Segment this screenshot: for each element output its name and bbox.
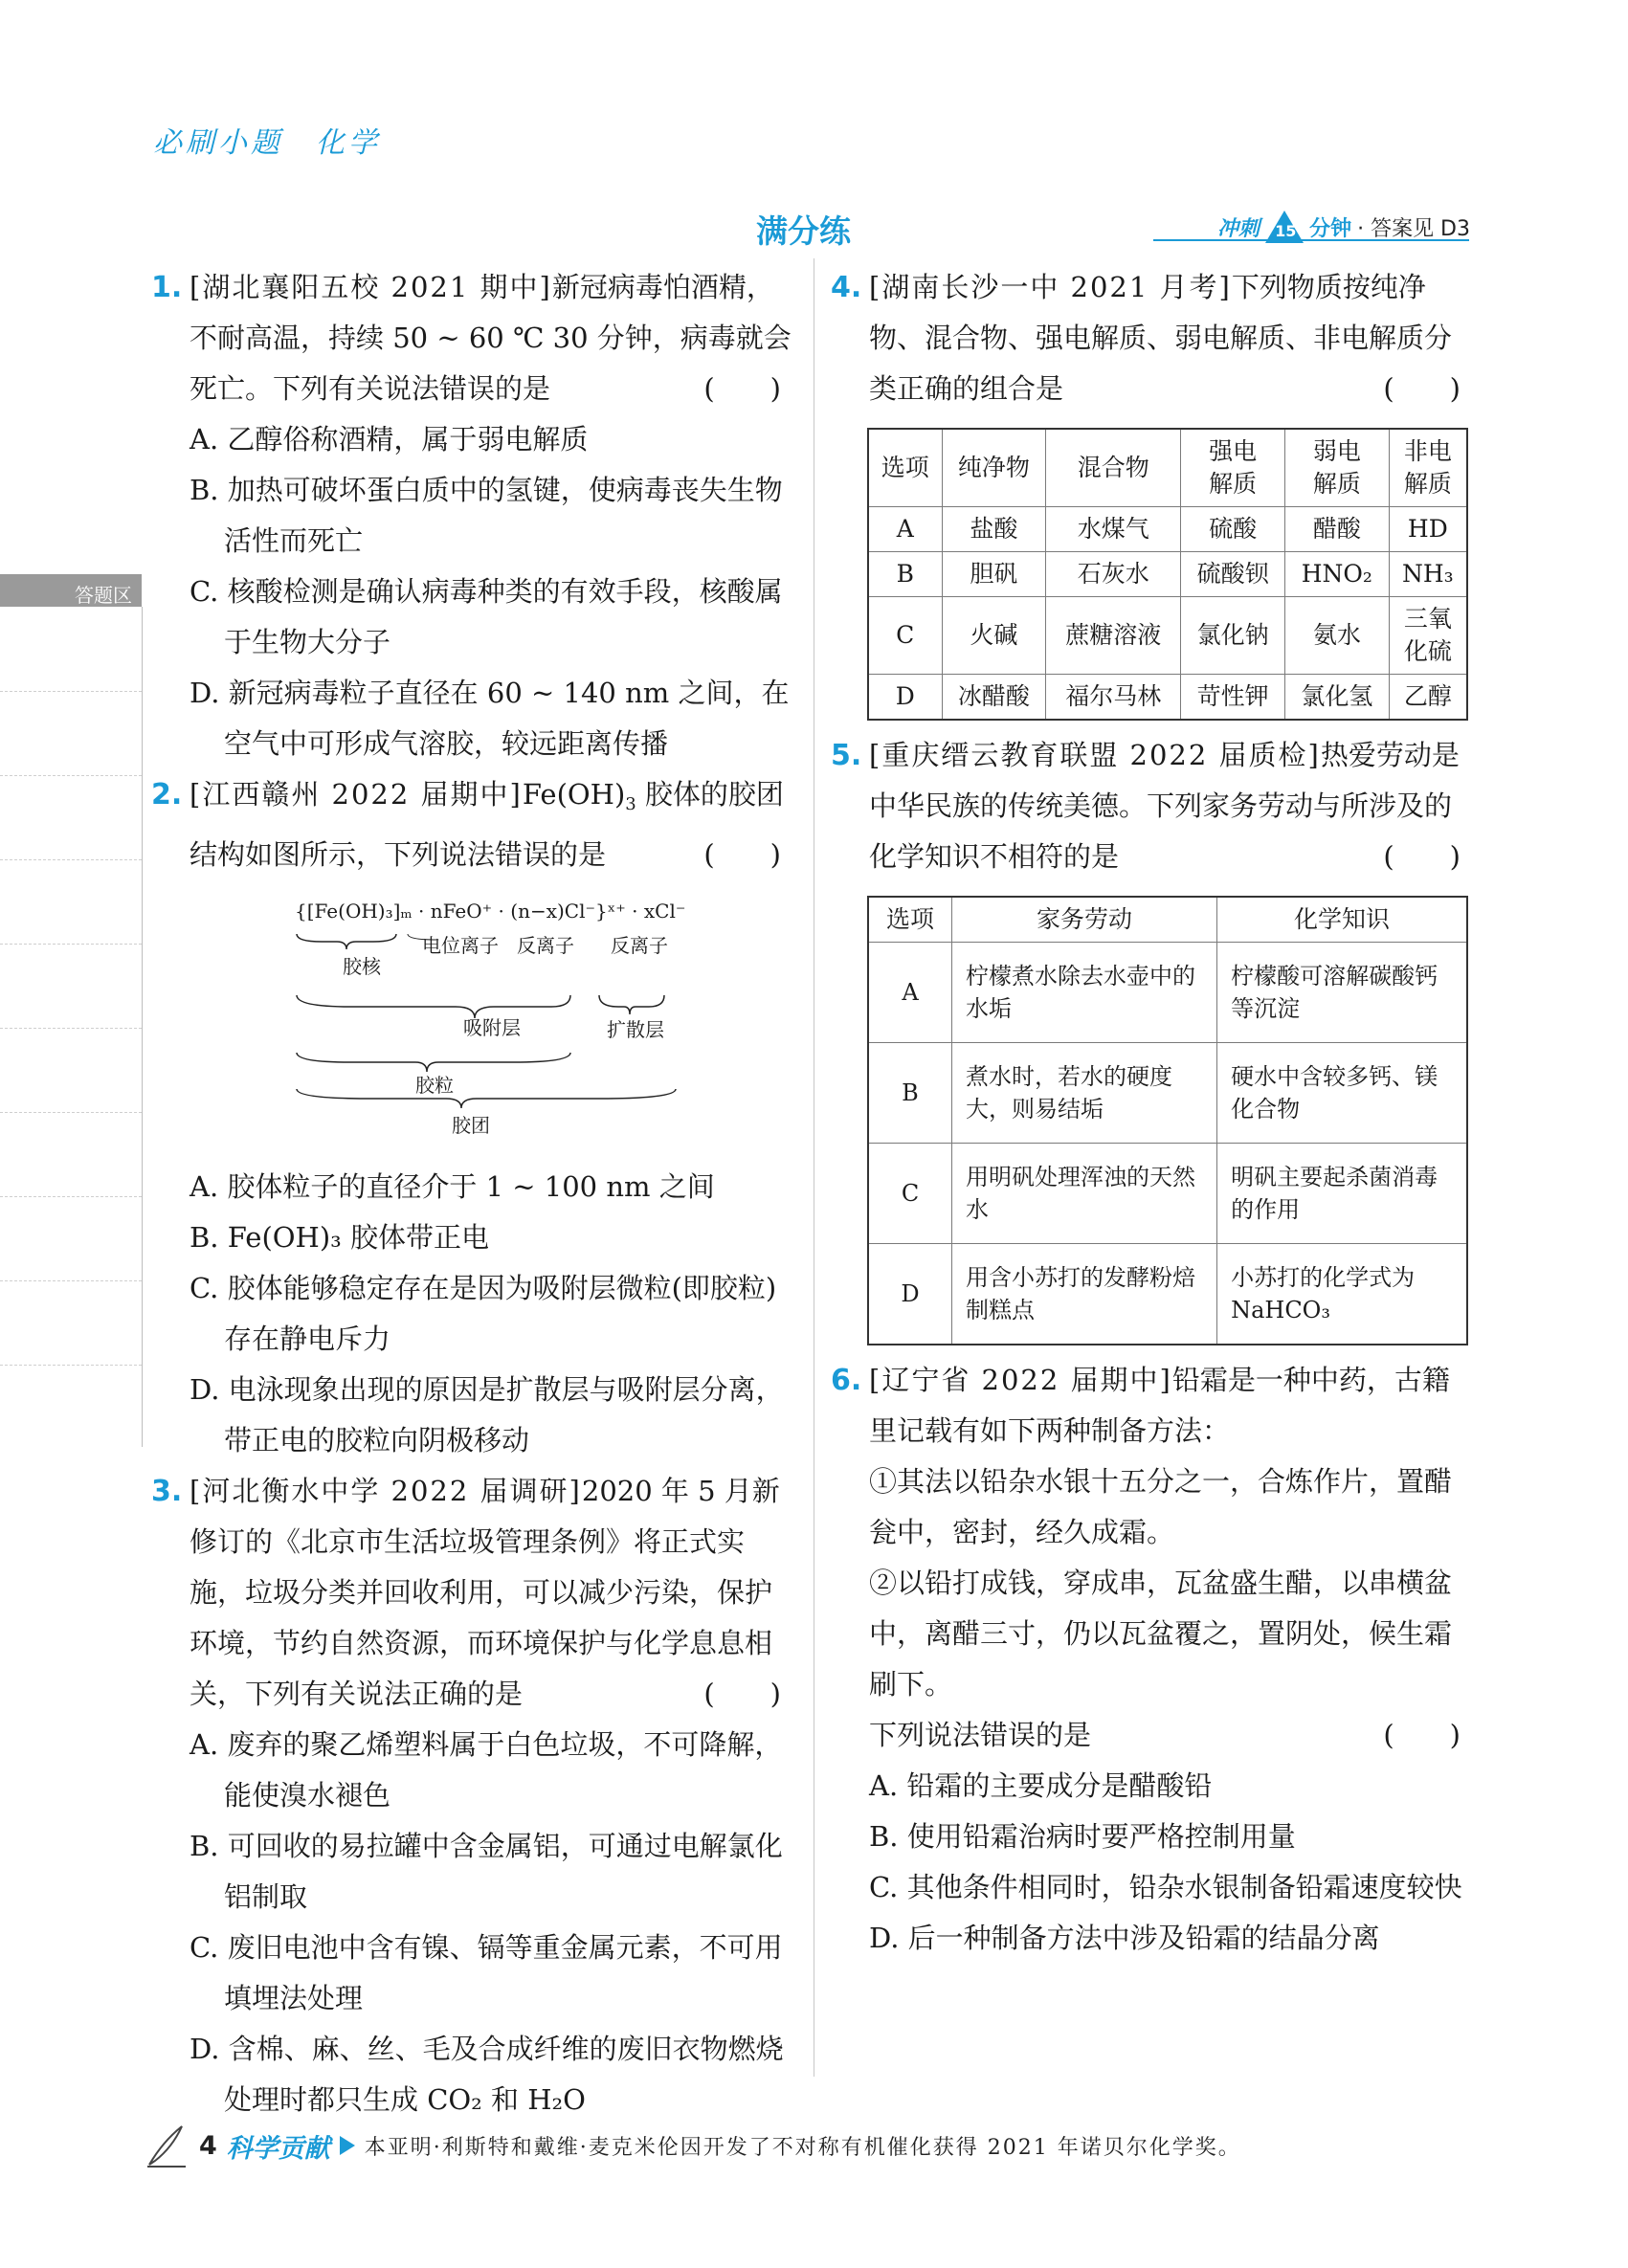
table-cell: 冰醋酸 [942, 675, 1046, 721]
answer-ref: · 答案见 D3 [1357, 216, 1470, 241]
prompt-text: 下列说法错误的是 [869, 1719, 1092, 1751]
option-b: B. Fe(OH)₃ 胶体带正电 [190, 1221, 489, 1254]
label-adsorption-layer: 吸附层 [463, 1016, 521, 1039]
header-cell: 非电 解质 [1389, 429, 1467, 507]
header-cell: 选项 [868, 429, 942, 507]
table-cell: 蔗糖溶液 [1046, 597, 1181, 675]
answer-paren[interactable]: ( ) [703, 838, 781, 871]
answer-line [0, 859, 142, 860]
question-stem [190, 769, 792, 880]
answer-line [0, 1112, 142, 1113]
label-counter-ion-2: 反离子 [611, 934, 668, 957]
header-cell: 家务劳动 [952, 897, 1217, 943]
stem-text: 下列物质按纯净物、混合物、强电解质、弱电解质、非电解质分类正确的组合是 [869, 271, 1453, 405]
table-cell: 硬水中含较多钙、镁化合物 [1217, 1043, 1467, 1144]
table-row [868, 552, 1467, 597]
question-stem [869, 1355, 1472, 1456]
housework-table [867, 896, 1468, 1345]
answer-line [0, 1365, 142, 1366]
page-footer [144, 2123, 1241, 2168]
footer-text: 本亚明·利斯特和戴维·麦克米伦因开发了不对称有机催化获得 2021 年诺贝尔化学奖。 [364, 2135, 1241, 2160]
left-column [151, 262, 792, 2125]
sprint-label: 冲刺 [1217, 216, 1260, 241]
stem-text: 铅霜是一种中药，古籍里记载有如下两种制备方法： [869, 1364, 1450, 1447]
stem-text: 胶体的胶团结构如图所示，下列说法错误的是 [190, 778, 784, 871]
option-c: C. 其他条件相同时，铅杂水银制备铅霜速度较快 [869, 1871, 1462, 1903]
header-cell: 弱电 解质 [1284, 429, 1389, 507]
table-cell: 柠檬煮水除去水壶中的水垢 [952, 943, 1217, 1043]
question-number: 2. [151, 778, 183, 812]
stem-subscript: 3 [625, 794, 636, 814]
answer-paren[interactable]: ( ) [703, 1678, 781, 1710]
stem-text: 新冠病毒怕酒精，不耐高温，持续 50 ~ 60 ℃ 30 分钟，病毒就会死亡。下列有关说法错误的是 [190, 271, 792, 405]
answer-line [0, 775, 142, 776]
question-6 [831, 1355, 1472, 1456]
timer-triangle-icon [1265, 211, 1304, 243]
table-cell: B [868, 1043, 952, 1144]
book-title: 必刷小题 化学 [153, 126, 381, 160]
answer-line [0, 1280, 142, 1281]
minute-unit: 分钟 [1309, 216, 1352, 241]
table-row [868, 1144, 1467, 1244]
label-counter-ion: 反离子 [517, 934, 574, 957]
option-a: A. 废弃的聚乙烯塑料属于白色垃圾，不可降解，能使溴水褪色 [190, 1728, 783, 1812]
colloid-structure-diagram [151, 884, 792, 1162]
table-cell: 福尔马林 [1046, 675, 1181, 721]
timer-minutes: 15 [1275, 222, 1297, 240]
answer-area-box[interactable] [0, 607, 143, 1447]
table-cell: B [868, 552, 942, 597]
question-source: [河北衡水中学 2022 届调研] [190, 1475, 582, 1507]
table-cell: 用含小苏打的发酵粉焙制糕点 [952, 1244, 1217, 1345]
right-column [831, 262, 1472, 1964]
table-cell: HNO₂ [1284, 552, 1389, 597]
question-source: [湖南长沙一中 2021 月考] [869, 271, 1232, 303]
option-d: D. 后一种制备方法中涉及铅霜的结晶分离 [869, 1922, 1380, 1954]
header-cell: 化学知识 [1217, 897, 1467, 943]
table-cell: 醋酸 [1284, 507, 1389, 552]
table-row [868, 1244, 1467, 1345]
label-diffusion-layer: 扩散层 [607, 1018, 664, 1041]
table-row [868, 675, 1467, 721]
table-cell: 乙醇 [1389, 675, 1467, 721]
question-number: 6. [831, 1364, 862, 1397]
option-d: D. 新冠病毒粒子直径在 60 ~ 140 nm 之间，在空气中可形成气溶胶，较远距离传播 [190, 677, 790, 760]
option-d: D. 电泳现象出现的原因是扩散层与吸附层分离，带正电的胶粒向阴极移动 [190, 1373, 784, 1456]
timer-info [1217, 211, 1470, 243]
label-micelle: 胶团 [452, 1114, 490, 1137]
header-cell: 强电 解质 [1181, 429, 1285, 507]
option-b: B. 可回收的易拉罐中含金属铝，可通过电解氯化铝制取 [190, 1830, 783, 1913]
table-row [868, 943, 1467, 1043]
table-cell: A [868, 943, 952, 1043]
question-number: 1. [151, 271, 183, 304]
label-particle: 胶粒 [415, 1074, 454, 1097]
option-c: C. 胶体能够稳定存在是因为吸附层微粒(即胶粒)存在静电斥力 [190, 1272, 777, 1355]
table-cell: 硫酸 [1181, 507, 1285, 552]
table-cell: D [868, 1244, 952, 1345]
quill-icon [144, 2123, 190, 2168]
question-source: [辽宁省 2022 届期中] [869, 1364, 1172, 1396]
question-source: [湖北襄阳五校 2021 期中] [190, 271, 552, 303]
answer-area-label: 答题区 [75, 584, 132, 607]
question-stem [190, 1466, 792, 1720]
table-header-row [868, 429, 1467, 507]
table-cell: 盐酸 [942, 507, 1046, 552]
option-a: A. 铅霜的主要成分是醋酸铅 [869, 1769, 1213, 1802]
answer-line [0, 1028, 142, 1029]
question-prompt [831, 1710, 1472, 1761]
section-title: 满分练 [756, 212, 851, 250]
table-cell: 煮水时，若水的硬度大，则易结垢 [952, 1043, 1217, 1144]
table-cell: C [868, 597, 942, 675]
label-potential-ion: 电位离子 [422, 934, 499, 957]
question-source: [重庆缙云教育联盟 2022 届质检] [869, 739, 1321, 771]
question-source: [江西赣州 2022 届期中] [190, 778, 523, 811]
table-cell: 苛性钾 [1181, 675, 1285, 721]
table-cell: D [868, 675, 942, 721]
option-b: B. 加热可破坏蛋白质中的氢键，使病毒丧失生物活性而死亡 [190, 474, 783, 557]
method-1: ①其法以铅杂水银十五分之一，合炼作片，置醋瓮中，密封，经久成霜。 [869, 1465, 1453, 1548]
question-number: 3. [151, 1475, 183, 1508]
stem-text: 2020 年 5 月新修订的《北京市生活垃圾管理条例》将正式实施，垃圾分类并回收利用，可以减少污染，保护环境，节约自然资源，而环境保护与化学息息相关，下列有关说法正确的是 [190, 1475, 780, 1710]
method-2: ②以铅打成钱，穿成串，瓦盆盛生醋，以串横盆中，离醋三寸，仍以瓦盆覆之，置阴处，候生霜刷下。 [869, 1567, 1453, 1701]
table-cell: NH₃ [1389, 552, 1467, 597]
question-1 [151, 262, 792, 414]
option-d: D. 含棉、麻、丝、毛及合成纤维的废旧衣物燃烧处理时都只生成 CO₂ 和 H₂O [190, 2033, 784, 2116]
table-cell: C [868, 1144, 952, 1244]
option-a: A. 胶体粒子的直径介于 1 ~ 100 nm 之间 [190, 1170, 715, 1203]
classification-table [867, 428, 1468, 721]
question-3 [151, 1466, 792, 1720]
stem-formula: Fe(OH) [522, 778, 626, 811]
table-cell: 胆矾 [942, 552, 1046, 597]
table-cell: 氯化氢 [1284, 675, 1389, 721]
table-cell: 氨水 [1284, 597, 1389, 675]
option-a: A. 乙醇俗称酒精，属于弱电解质 [190, 423, 589, 456]
table-cell: HD [1389, 507, 1467, 552]
table-cell: 水煤气 [1046, 507, 1181, 552]
table-cell: 硫酸钡 [1181, 552, 1285, 597]
question-2 [151, 769, 792, 880]
table-cell: 氯化钠 [1181, 597, 1285, 675]
answer-area-tab [0, 574, 142, 607]
answer-paren[interactable]: ( ) [1383, 372, 1461, 405]
table-row [868, 597, 1467, 675]
question-stem [869, 730, 1472, 882]
page-number: 4 [199, 2130, 217, 2161]
question-number: 4. [831, 271, 862, 304]
header-rule [1153, 239, 1469, 241]
micelle-formula: {[Fe(OH)₃]ₘ · nFeO⁺ · (n−x)Cl⁻}ˣ⁺ · xCl⁻ [295, 900, 686, 923]
table-cell: 三氧 化硫 [1389, 597, 1467, 675]
table-cell: A [868, 507, 942, 552]
question-4 [831, 262, 1472, 414]
question-5 [831, 730, 1472, 882]
stem-text: 热爱劳动是中华民族的传统美德。下列家务劳动与所涉及的化学知识不相符的是 [869, 739, 1460, 873]
question-stem [869, 262, 1472, 414]
option-c: C. 核酸检测是确认病毒种类的有效手段，核酸属于生物大分子 [190, 575, 783, 658]
option-c: C. 废旧电池中含有镍、镉等重金属元素，不可用填埋法处理 [190, 1931, 783, 2014]
header-cell: 纯净物 [942, 429, 1046, 507]
answer-paren[interactable]: ( ) [703, 372, 781, 405]
option-b: B. 使用铅霜治病时要严格控制用量 [869, 1820, 1296, 1853]
question-stem [190, 262, 792, 414]
table-row [868, 1043, 1467, 1144]
table-cell: 火碱 [942, 597, 1046, 675]
answer-paren[interactable]: ( ) [1383, 1719, 1461, 1751]
header-cell: 选项 [868, 897, 952, 943]
question-number: 5. [831, 739, 862, 772]
header-cell: 混合物 [1046, 429, 1181, 507]
label-core: 胶核 [343, 955, 381, 978]
table-row [868, 507, 1467, 552]
answer-line [0, 944, 142, 945]
arrow-right-icon [340, 2136, 355, 2155]
table-cell: 石灰水 [1046, 552, 1181, 597]
table-cell: 用明矾处理浑浊的天然水 [952, 1144, 1217, 1244]
table-cell: 明矾主要起杀菌消毒的作用 [1217, 1144, 1467, 1244]
table-cell: 小苏打的化学式为 NaHCO₃ [1217, 1244, 1467, 1345]
answer-line [0, 691, 142, 692]
table-cell: 柠檬酸可溶解碳酸钙等沉淀 [1217, 943, 1467, 1043]
footer-label: 科学贡献 [226, 2133, 330, 2164]
answer-line [0, 1196, 142, 1197]
table-header-row [868, 897, 1467, 943]
answer-paren[interactable]: ( ) [1383, 840, 1461, 873]
